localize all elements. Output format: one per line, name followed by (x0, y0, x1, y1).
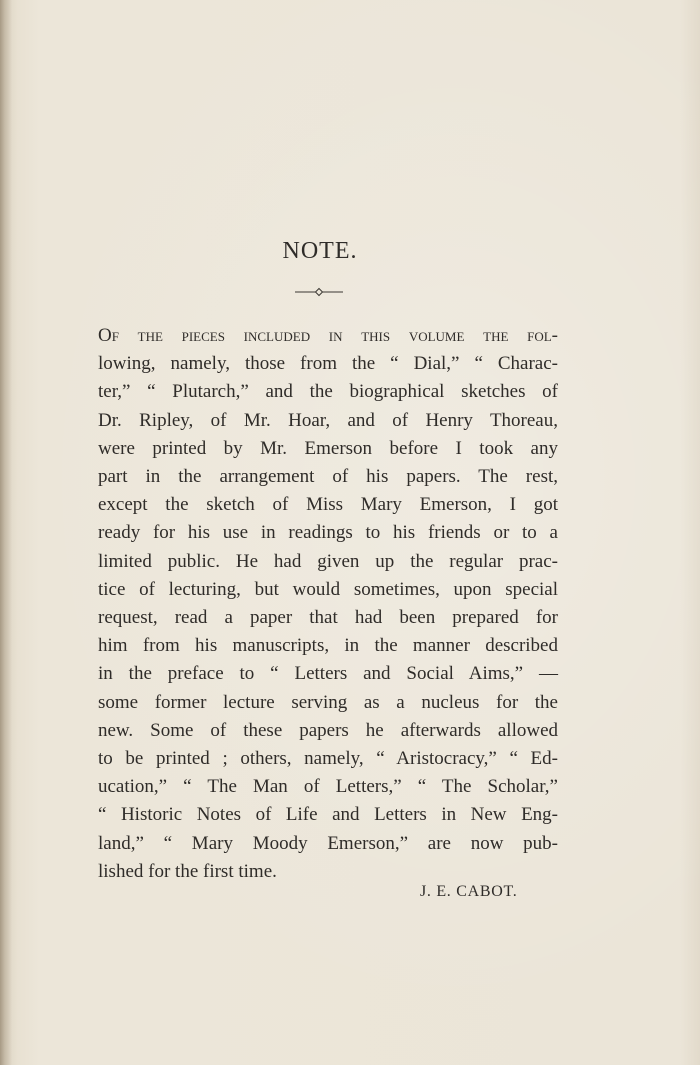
text-line: request, read a paper that had been prepared for (98, 607, 558, 629)
text-line: new. Some of these papers he afterwards allowed (98, 719, 558, 741)
title-rule-ornament (293, 284, 345, 300)
text-line: ter,” “ Plutarch,” and the biographical sketches of (98, 381, 558, 403)
text-line: limited public. He had given up the regular prac- (98, 550, 558, 572)
text-line: “ Historic Notes of Life and Letters in New Eng- (98, 804, 558, 826)
text-line: land,” “ Mary Moody Emerson,” are now pub- (98, 832, 558, 854)
text-line: Dr. Ripley, of Mr. Hoar, and of Henry Thoreau, (98, 409, 558, 431)
page-title: NOTE. (282, 238, 358, 264)
text-line: ready for his use in readings to his friends or to a (98, 522, 558, 544)
first-line-text: Of the pieces included in this volume the fol- (98, 325, 558, 346)
text-line: to be printed ; others, namely, “ Aristocracy,” “ Ed- (98, 748, 558, 770)
text-line: lished for the first time. (98, 860, 277, 882)
text-line: except the sketch of Miss Mary Emerson, I got (98, 494, 558, 516)
text-line: tice of lecturing, but would sometimes, upon special (98, 578, 558, 600)
text-line: were printed by Mr. Emerson before I took any (98, 437, 558, 459)
text-line: ucation,” “ The Man of Letters,” “ The Scholar,” (98, 776, 558, 798)
note-body (98, 322, 558, 886)
text-line: part in the arrangement of his papers. The rest, (98, 466, 558, 488)
text-line (98, 322, 558, 350)
text-line: lowing, namely, those from the “ Dial,” “ Charac- (98, 353, 558, 375)
author-signature: J. E. CABOT. (420, 883, 518, 900)
text-line: him from his manuscripts, in the manner described (98, 635, 558, 657)
text-line: some former lecture serving as a nucleus for the (98, 691, 558, 713)
page-gutter (0, 0, 12, 1065)
text-line: in the preface to “ Letters and Social Aims,” — (98, 663, 558, 685)
